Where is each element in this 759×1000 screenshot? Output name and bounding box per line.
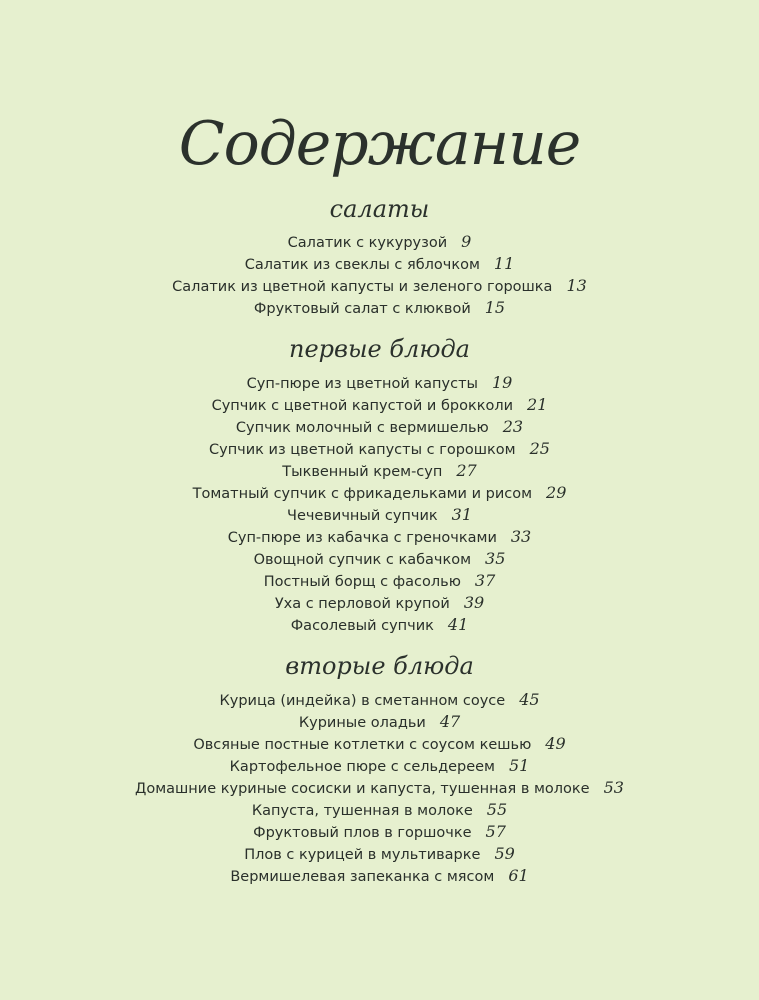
section-entries-second-courses xyxy=(0,689,759,887)
entry-page-number: 45 xyxy=(519,690,540,709)
entry-title: Супчик из цветной капусты с горошком xyxy=(209,442,516,458)
entry-title: Салатик с кукурузой xyxy=(287,235,448,251)
entry-page-number: 29 xyxy=(546,483,567,502)
entry-page-number: 49 xyxy=(545,734,566,753)
entry-title: Капуста, тушенная в молоке xyxy=(251,803,473,819)
entry-title: Фруктовый плов в горшочке xyxy=(253,825,472,841)
entry-title: Домашние куриные сосиски и капуста, тушенная в молоке xyxy=(135,781,590,797)
toc-entry[interactable] xyxy=(0,711,759,733)
entry-title: Уха с перловой крупой xyxy=(274,596,450,612)
entry-title: Овсяные постные котлетки с соусом кешью xyxy=(193,737,532,753)
entry-title: Картофельное пюре с сельдереем xyxy=(229,759,495,775)
toc-entry[interactable] xyxy=(0,482,759,504)
entry-page-number: 11 xyxy=(493,254,515,273)
section-heading-second-courses: вторые блюда xyxy=(285,652,474,680)
section-heading-first-courses: первые блюда xyxy=(289,335,470,363)
entry-page-number: 41 xyxy=(447,615,469,634)
entry-title: Томатный супчик с фрикадельками и рисом xyxy=(192,486,533,502)
entry-page-number: 13 xyxy=(566,276,587,295)
entry-title: Постный борщ с фасолью xyxy=(263,574,461,590)
toc-entry[interactable] xyxy=(0,865,759,887)
entry-title: Салатик из свеклы с яблочком xyxy=(244,257,480,273)
entry-page-number: 33 xyxy=(510,527,532,546)
entry-page-number: 25 xyxy=(529,439,550,458)
toc-entry[interactable] xyxy=(0,526,759,548)
entry-title: Чечевичный супчик xyxy=(287,508,438,524)
entry-page-number: 19 xyxy=(491,373,513,392)
entry-page-number: 27 xyxy=(456,461,477,480)
toc-entry[interactable] xyxy=(0,460,759,482)
entry-page-number: 31 xyxy=(451,505,472,524)
entry-title: Куриные оладьи xyxy=(298,715,426,731)
toc-entry[interactable] xyxy=(0,614,759,636)
entry-page-number: 23 xyxy=(502,417,524,436)
page-title: Содержание xyxy=(178,109,581,179)
entry-page-number: 39 xyxy=(463,593,485,612)
toc-entry[interactable] xyxy=(0,570,759,592)
entry-page-number: 59 xyxy=(494,844,515,863)
toc-entry[interactable] xyxy=(0,504,759,526)
entry-page-number: 47 xyxy=(439,712,461,731)
toc-entry[interactable] xyxy=(0,592,759,614)
section-entries-salads xyxy=(0,231,759,319)
toc-entry[interactable] xyxy=(0,689,759,711)
entry-title: Супчик с цветной капустой и брокколи xyxy=(211,398,514,414)
entry-title: Суп-пюре из кабачка с греночками xyxy=(227,530,497,546)
entry-page-number: 61 xyxy=(508,866,529,885)
toc-entry[interactable] xyxy=(0,548,759,570)
entry-title: Супчик молочный с вермишелью xyxy=(235,420,489,436)
toc-entry[interactable] xyxy=(0,416,759,438)
toc-entry[interactable] xyxy=(0,733,759,755)
section-entries-first-courses xyxy=(0,372,759,636)
entry-page-number: 35 xyxy=(485,549,506,568)
toc-entry[interactable] xyxy=(0,821,759,843)
toc-entry[interactable] xyxy=(0,777,759,799)
toc-entry[interactable] xyxy=(0,438,759,460)
entry-page-number: 55 xyxy=(486,800,508,819)
entry-title: Тыквенный крем-суп xyxy=(282,464,443,480)
entry-page-number: 9 xyxy=(461,232,472,251)
entry-page-number: 57 xyxy=(485,822,506,841)
entry-page-number: 21 xyxy=(527,395,548,414)
entry-page-number: 15 xyxy=(484,298,506,317)
entry-title: Суп-пюре из цветной капусты xyxy=(246,376,478,392)
toc-entry[interactable] xyxy=(0,275,759,297)
section-heading-salads: салаты xyxy=(329,195,430,223)
entry-title: Овощной супчик с кабачком xyxy=(253,552,472,568)
toc-entry[interactable] xyxy=(0,297,759,319)
entry-title: Фасолевый супчик xyxy=(290,618,434,634)
entry-title: Вермишелевая запеканка с мясом xyxy=(230,869,495,885)
toc-entry[interactable] xyxy=(0,843,759,865)
entry-title: Курица (индейка) в сметанном соусе xyxy=(219,693,506,709)
entry-page-number: 51 xyxy=(509,756,530,775)
entry-title: Салатик из цветной капусты и зеленого горошка xyxy=(172,279,553,295)
entry-title: Плов с курицей в мультиварке xyxy=(244,847,481,863)
entry-title: Фруктовый салат с клюквой xyxy=(253,301,471,317)
toc-entry[interactable] xyxy=(0,253,759,275)
toc-entry[interactable] xyxy=(0,231,759,253)
toc-entry[interactable] xyxy=(0,372,759,394)
toc-entry[interactable] xyxy=(0,394,759,416)
entry-page-number: 37 xyxy=(474,571,496,590)
toc-entry[interactable] xyxy=(0,799,759,821)
toc-entry[interactable] xyxy=(0,755,759,777)
entry-page-number: 53 xyxy=(603,778,624,797)
